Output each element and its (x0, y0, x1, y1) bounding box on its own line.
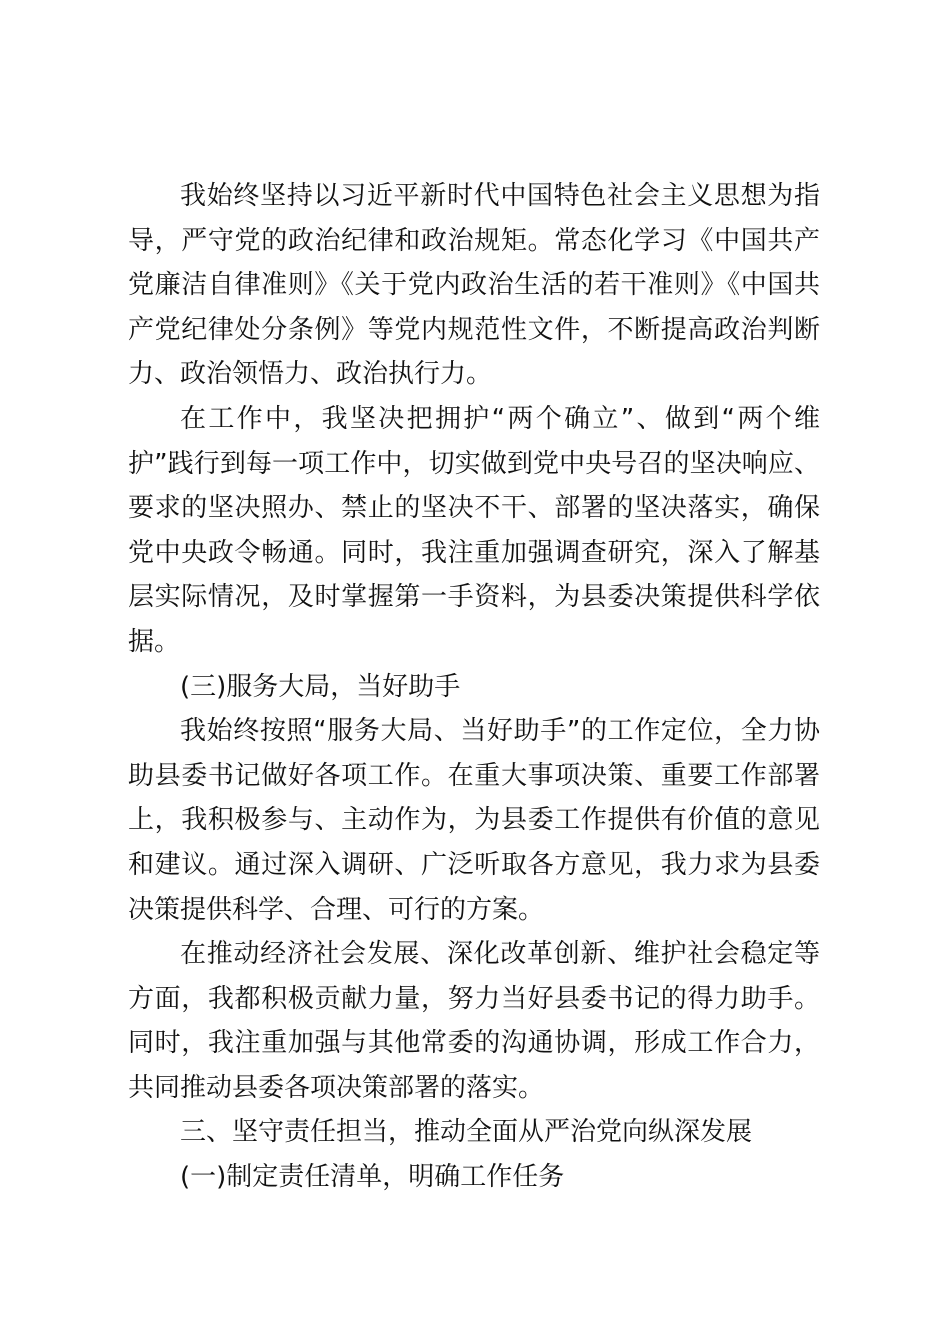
paragraph-economic-development: 在推动经济社会发展、深化改革创新、维护社会稳定等方面，我都积极贡献力量，努力当好县委书记的得力助手。同时，我注重加强与其他常委的沟通协调，形成工作合力，共同推动县委各项决策部署的落实。 (128, 939, 820, 1103)
paragraph-two-establishments: 在工作中，我坚决把拥护“两个确立”、做到“两个维护”践行到每一项工作中，切实做到党中央号召的坚决响应、要求的坚决照办、禁止的坚决不干、部署的坚决落实，确保党中央政令畅通。同时，我注重加强调查研究，深入了解基层实际情况，及时掌握第一手资料，为县委决策提供科学依据。 (128, 403, 820, 657)
paragraph-assist-secretary: 我始终按照“服务大局、当好助手”的工作定位，全力协助县委书记做好各项工作。在重大事项决策、重要工作部署上，我积极参与、主动作为，为县委工作提供有价值的意见和建议。通过深入调研、广泛听取各方意见，我力求为县委决策提供科学、合理、可行的方案。 (128, 716, 820, 925)
chapter-heading-responsibility: 三、坚守责任担当，推动全面从严治党向纵深发展 (180, 1117, 753, 1148)
section-heading-responsibility-list: (一)制定责任清单，明确工作任务 (180, 1162, 565, 1193)
document-body (128, 174, 820, 1200)
section-heading-serve-overall: (三)服务大局，当好助手 (180, 671, 461, 702)
paragraph-political-discipline: 我始终坚持以习近平新时代中国特色社会主义思想为指导，严守党的政治纪律和政治规矩。常态化学习《中国共产党廉洁自律准则》《关于党内政治生活的若干准则》《中国共产党纪律处分条例》等党内规范性文件，不断提高政治判断力、政治领悟力、政治执行力。 (128, 181, 820, 390)
